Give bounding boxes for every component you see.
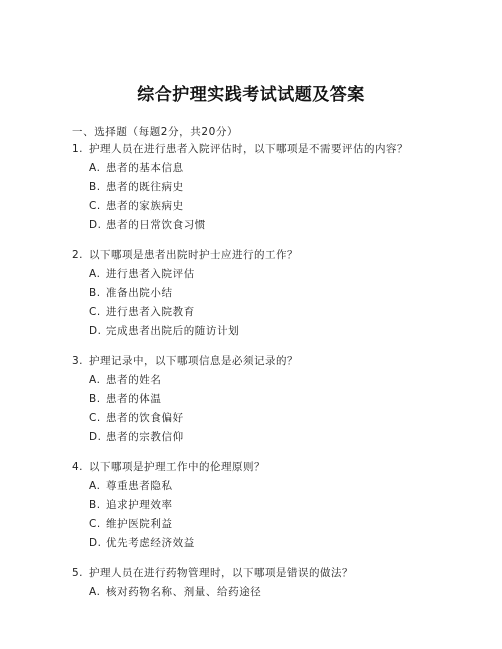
question-stem	[72, 564, 452, 583]
answer-option	[72, 409, 452, 428]
option-text: 准备出院小结	[106, 287, 173, 299]
question-item	[72, 246, 452, 341]
question-number: 5.	[72, 567, 84, 579]
question-number: 1.	[72, 143, 84, 155]
option-text: 维护医院利益	[106, 518, 173, 530]
answer-option	[72, 428, 452, 447]
option-label: A.	[89, 162, 101, 174]
answer-option	[72, 159, 452, 178]
option-label: C.	[89, 518, 101, 530]
question-text: 护理人员在进行药物管理时，以下哪项是错误的做法？	[89, 567, 353, 579]
option-label: A.	[89, 374, 101, 386]
option-text: 患者的基本信息	[106, 162, 184, 174]
question-item	[72, 352, 452, 447]
option-text: 优先考虑经济效益	[106, 537, 195, 549]
option-text: 患者的日常饮食习惯	[106, 219, 206, 231]
option-label: B.	[89, 181, 101, 193]
question-item	[72, 140, 452, 235]
option-text: 完成患者出院后的随访计划	[106, 325, 240, 337]
option-label: A.	[89, 268, 101, 280]
option-text: 患者的姓名	[106, 374, 162, 386]
option-label: D.	[89, 325, 102, 337]
question-text: 护理记录中，以下哪项信息是必须记录的？	[89, 355, 298, 367]
option-text: 尊重患者隐私	[106, 480, 173, 492]
option-label: A.	[89, 586, 101, 598]
option-label: C.	[89, 412, 101, 424]
question-text: 以下哪项是患者出院时护士应进行的工作？	[89, 249, 298, 261]
question-stem	[72, 458, 452, 477]
option-label: D.	[89, 431, 102, 443]
option-text: 核对药物名称、剂量、给药途径	[106, 586, 262, 598]
answer-option	[72, 496, 452, 515]
answer-option	[72, 477, 452, 496]
answer-option	[72, 284, 452, 303]
answer-option	[72, 390, 452, 409]
answer-option	[72, 178, 452, 197]
option-label: D.	[89, 537, 102, 549]
option-text: 进行患者入院评估	[106, 268, 195, 280]
option-text: 患者的饮食偏好	[106, 412, 184, 424]
answer-option	[72, 322, 452, 341]
answer-option	[72, 303, 452, 322]
answer-option	[72, 197, 452, 216]
question-stem	[72, 140, 452, 159]
section-heading: 一、选择题（每题2分，共20分）	[72, 126, 239, 138]
question-number: 3.	[72, 355, 84, 367]
option-text: 患者的既往病史	[106, 181, 184, 193]
answer-option	[72, 216, 452, 235]
option-label: A.	[89, 480, 101, 492]
option-label: B.	[89, 393, 101, 405]
answer-option	[72, 534, 452, 553]
option-text: 患者的家族病史	[106, 200, 184, 212]
option-label: C.	[89, 200, 101, 212]
answer-option	[72, 515, 452, 534]
option-text: 患者的宗教信仰	[106, 431, 184, 443]
option-label: B.	[89, 287, 101, 299]
answer-option	[72, 265, 452, 284]
option-text: 进行患者入院教育	[106, 306, 195, 318]
question-item	[72, 564, 452, 602]
question-stem	[72, 246, 452, 265]
document-title: 综合护理实践考试试题及答案	[137, 85, 365, 105]
option-label: B.	[89, 499, 101, 511]
question-list	[72, 140, 452, 613]
option-text: 患者的体温	[106, 393, 162, 405]
question-number: 2.	[72, 249, 84, 261]
answer-option	[72, 371, 452, 390]
answer-option	[72, 583, 452, 602]
question-text: 以下哪项是护理工作中的伦理原则？	[89, 461, 265, 473]
question-item	[72, 458, 452, 553]
option-label: D.	[89, 219, 102, 231]
question-number: 4.	[72, 461, 84, 473]
question-stem	[72, 352, 452, 371]
option-text: 追求护理效率	[106, 499, 173, 511]
option-label: C.	[89, 306, 101, 318]
question-text: 护理人员在进行患者入院评估时，以下哪项是不需要评估的内容？	[89, 143, 408, 155]
